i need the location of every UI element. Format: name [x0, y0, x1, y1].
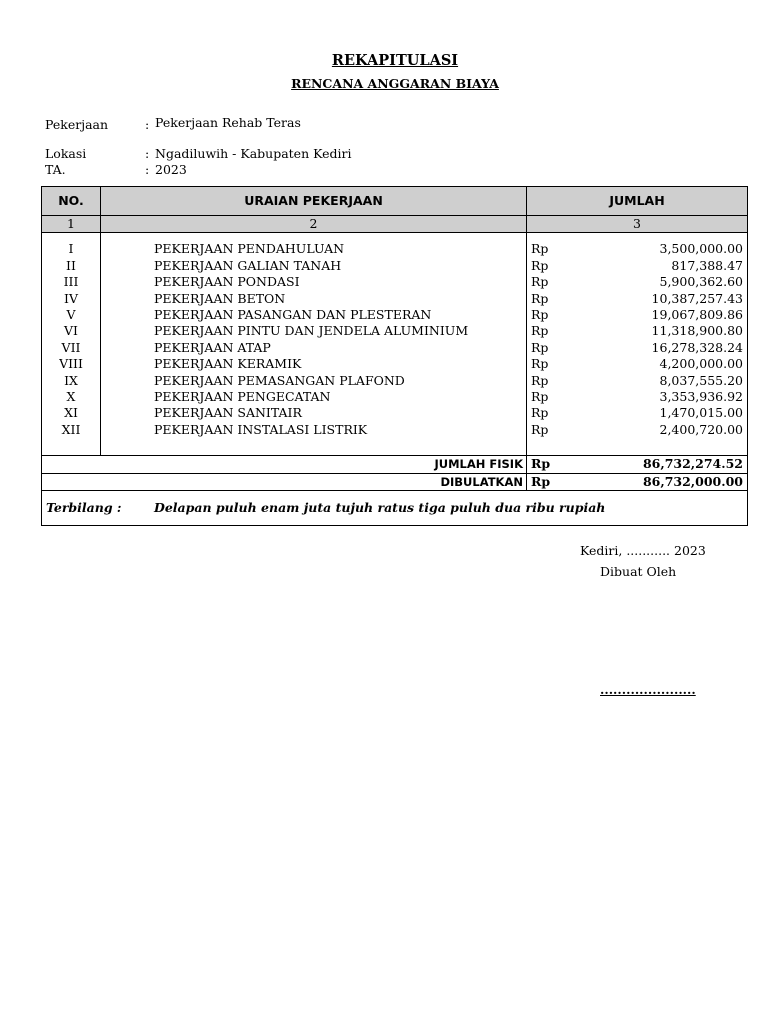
terbilang-cell — [42, 491, 748, 526]
table-row — [42, 373, 748, 389]
table-spacer-bottom — [42, 438, 748, 456]
row-currency: Rp — [531, 274, 549, 290]
row-currency: Rp — [531, 356, 549, 372]
jumlah-fisik-row — [42, 456, 748, 473]
row-no: X — [42, 389, 101, 405]
row-jumlah: 3,500,000.00 — [659, 241, 743, 257]
pekerjaan-colon: : — [145, 117, 150, 132]
row-no: V — [42, 307, 101, 323]
row-jumlah-cell — [527, 373, 748, 389]
row-no: VII — [42, 340, 101, 356]
header-jumlah: JUMLAH — [527, 187, 748, 216]
table-row — [42, 274, 748, 290]
row-jumlah: 2,400,720.00 — [659, 421, 743, 437]
row-currency: Rp — [531, 307, 549, 323]
table-row — [42, 291, 748, 307]
row-uraian: PEKERJAAN SANITAIR — [101, 405, 527, 421]
document-title: REKAPITULASI — [331, 52, 459, 69]
row-currency: Rp — [531, 421, 549, 437]
row-jumlah: 16,278,328.24 — [651, 339, 743, 355]
row-jumlah-cell — [527, 274, 748, 290]
header-uraian: URAIAN PEKERJAAN — [101, 187, 527, 216]
dibulatkan-row — [42, 473, 748, 490]
table-row — [42, 241, 748, 257]
row-no: II — [42, 258, 101, 274]
row-jumlah-cell — [527, 389, 748, 405]
row-jumlah: 8,037,555.20 — [659, 372, 743, 388]
row-jumlah: 4,200,000.00 — [659, 356, 743, 372]
terbilang-row — [42, 491, 748, 526]
row-currency: Rp — [531, 323, 549, 339]
table-row — [42, 258, 748, 274]
row-jumlah-cell — [527, 356, 748, 372]
lokasi-value: Ngadiluwih - Kabupaten Kediri — [155, 146, 352, 161]
row-uraian: PEKERJAAN ATAP — [101, 340, 527, 356]
col-number-2: 2 — [101, 216, 527, 233]
ta-label: TA. — [45, 162, 66, 177]
row-currency: Rp — [531, 257, 549, 273]
row-jumlah-cell — [527, 307, 748, 323]
table-spacer-top — [42, 233, 748, 242]
row-jumlah: 3,353,936.92 — [659, 389, 743, 405]
col-number-3: 3 — [527, 216, 748, 233]
row-uraian: PEKERJAAN PONDASI — [101, 274, 527, 290]
row-no: IX — [42, 373, 101, 389]
dibulatkan-value: 86,732,000.00 — [642, 473, 743, 489]
jumlah-fisik-value: 86,732,274.52 — [642, 456, 743, 472]
row-jumlah-cell — [527, 241, 748, 257]
pekerjaan-label: Pekerjaan — [45, 117, 109, 132]
row-uraian: PEKERJAAN PENGECATAN — [101, 389, 527, 405]
col-number-1: 1 — [42, 216, 101, 233]
rab-table — [41, 186, 748, 526]
jumlah-fisik-cell — [527, 456, 748, 473]
row-uraian: PEKERJAAN GALIAN TANAH — [101, 258, 527, 274]
row-uraian: PEKERJAAN INSTALASI LISTRIK — [101, 422, 527, 438]
row-currency: Rp — [531, 372, 549, 388]
row-uraian: PEKERJAAN BETON — [101, 291, 527, 307]
table-row — [42, 405, 748, 421]
row-uraian: PEKERJAAN PEMASANGAN PLAFOND — [101, 373, 527, 389]
row-no: XI — [42, 405, 101, 421]
table-row — [42, 389, 748, 405]
row-currency: Rp — [531, 389, 549, 405]
row-jumlah: 817,388.47 — [671, 257, 743, 273]
sign-made-by: Dibuat Oleh — [600, 564, 677, 579]
row-jumlah-cell — [527, 258, 748, 274]
table-row — [42, 356, 748, 372]
table-row — [42, 340, 748, 356]
jumlah-fisik-currency: Rp — [531, 456, 551, 472]
table-row — [42, 422, 748, 438]
sign-place-date: Kediri, ........... 2023 — [580, 543, 706, 558]
row-no: VIII — [42, 356, 101, 372]
row-jumlah: 1,470,015.00 — [659, 405, 743, 421]
dibulatkan-label: DIBULATKAN — [42, 473, 527, 490]
lokasi-colon: : — [145, 146, 150, 161]
row-no: XII — [42, 422, 101, 438]
lokasi-label: Lokasi — [45, 146, 87, 161]
row-jumlah-cell — [527, 405, 748, 421]
row-jumlah-cell — [527, 291, 748, 307]
row-currency: Rp — [531, 339, 549, 355]
row-no: III — [42, 274, 101, 290]
row-uraian: PEKERJAAN PASANGAN DAN PLESTERAN — [101, 307, 527, 323]
table-header-row — [42, 187, 748, 216]
row-jumlah-cell — [527, 323, 748, 339]
pekerjaan-value: Pekerjaan Rehab Teras — [155, 115, 301, 130]
dibulatkan-currency: Rp — [531, 473, 551, 489]
ta-colon: : — [145, 162, 150, 177]
table-row — [42, 307, 748, 323]
row-jumlah: 11,318,900.80 — [651, 323, 743, 339]
row-uraian: PEKERJAAN KERAMIK — [101, 356, 527, 372]
terbilang-value: Delapan puluh enam juta tujuh ratus tiga puluh dua ribu rupiah — [154, 499, 606, 515]
row-jumlah: 19,067,809.86 — [651, 307, 743, 323]
row-jumlah-cell — [527, 340, 748, 356]
row-uraian: PEKERJAAN PINTU DAN JENDELA ALUMINIUM — [101, 323, 527, 339]
document-subtitle: RENCANA ANGGARAN BIAYA — [291, 76, 499, 91]
row-jumlah: 10,387,257.43 — [651, 290, 743, 306]
table-row — [42, 323, 748, 339]
table-number-row — [42, 216, 748, 233]
row-no: I — [42, 241, 101, 257]
row-no: VI — [42, 323, 101, 339]
row-currency: Rp — [531, 290, 549, 306]
sign-name-placeholder: ...................... — [600, 682, 696, 697]
dibulatkan-cell — [527, 473, 748, 490]
jumlah-fisik-label: JUMLAH FISIK — [42, 456, 527, 473]
ta-value: 2023 — [155, 162, 187, 177]
row-currency: Rp — [531, 241, 549, 257]
row-currency: Rp — [531, 405, 549, 421]
header-no: NO. — [42, 187, 101, 216]
row-jumlah: 5,900,362.60 — [659, 274, 743, 290]
row-jumlah-cell — [527, 422, 748, 438]
terbilang-label: Terbilang : — [46, 499, 122, 515]
table-body — [42, 233, 748, 456]
row-no: IV — [42, 291, 101, 307]
row-uraian: PEKERJAAN PENDAHULUAN — [101, 241, 527, 257]
